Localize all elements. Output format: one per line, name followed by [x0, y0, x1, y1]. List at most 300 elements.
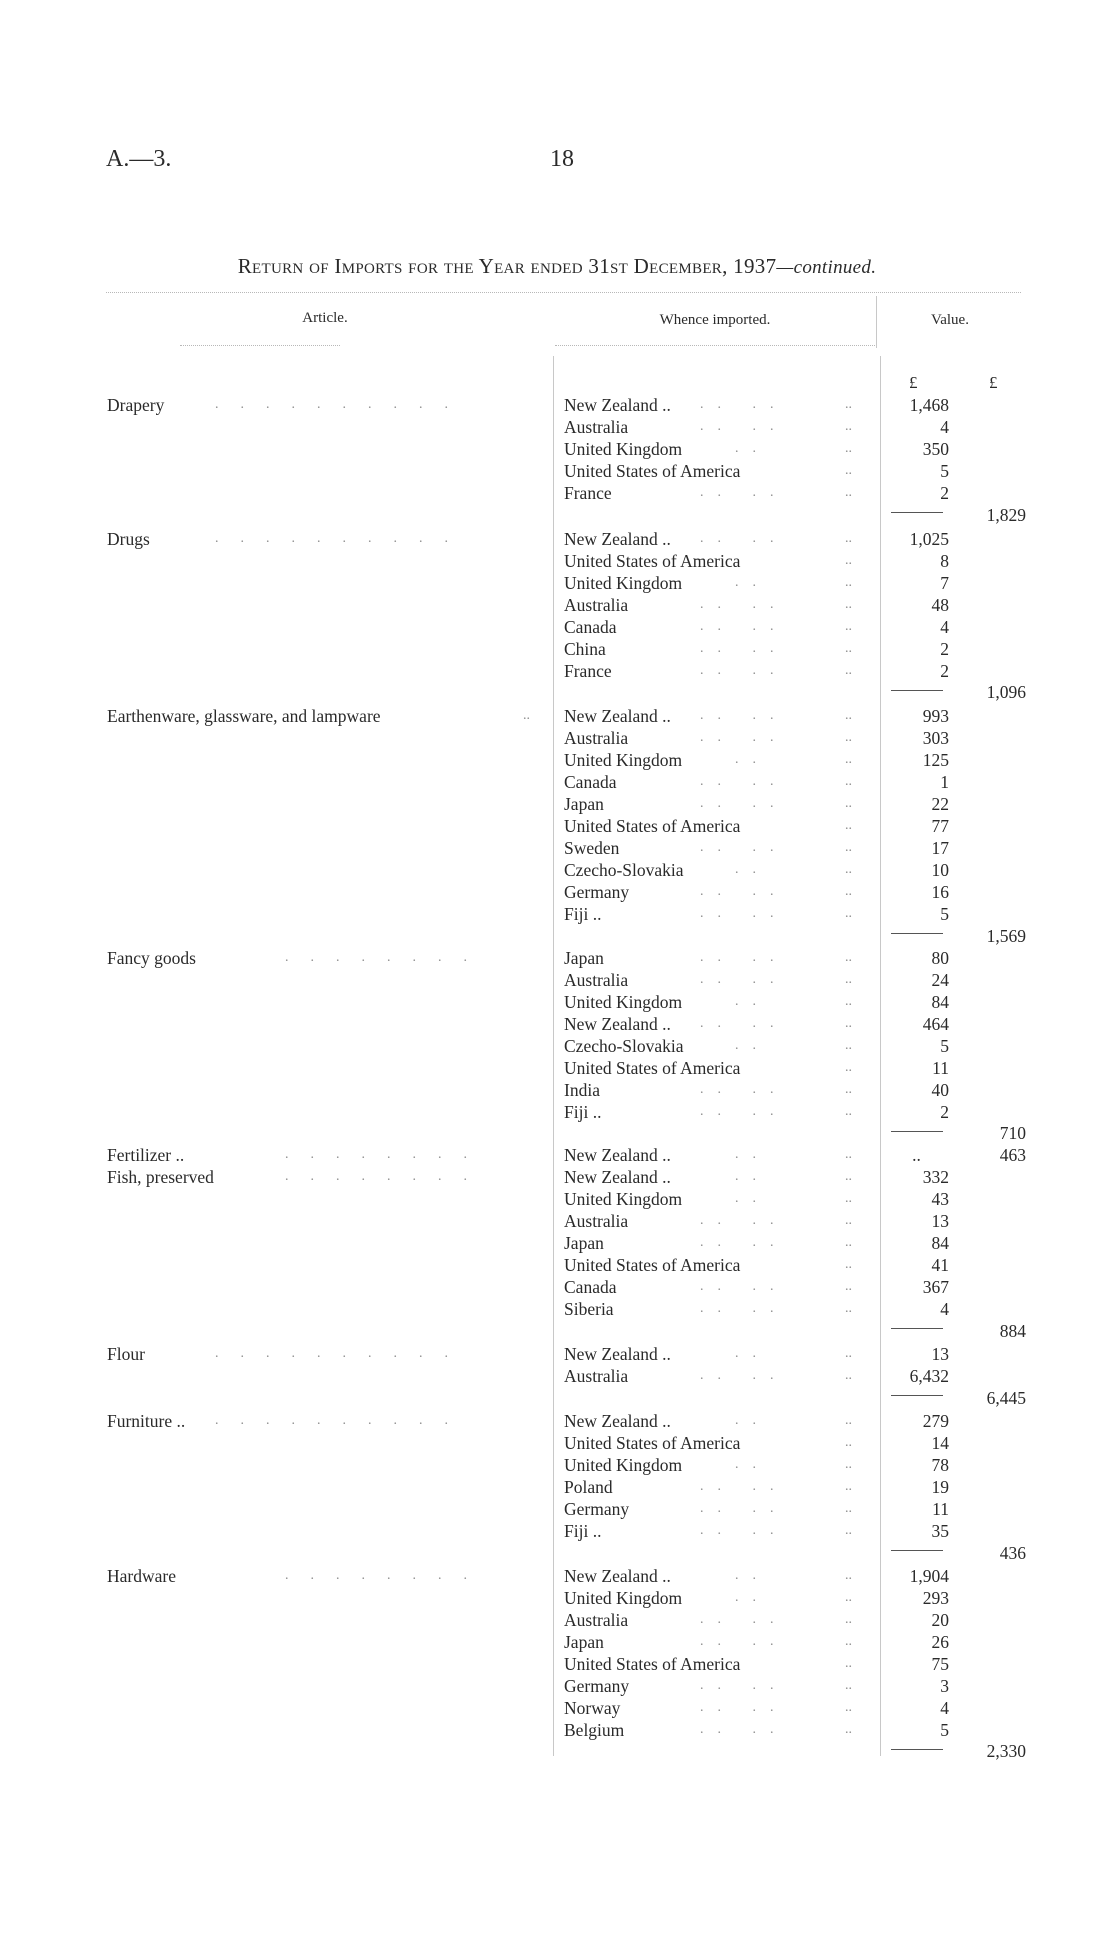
import-value: 1 — [940, 772, 949, 792]
country-name: Norway — [564, 1698, 621, 1718]
leader-dots: .. — [845, 1257, 852, 1272]
country-name: United Kingdom — [564, 573, 683, 593]
import-value: 35 — [931, 1521, 949, 1541]
leader-dots: ........ — [285, 1147, 489, 1162]
whence-column-header: Whence imported. — [659, 312, 771, 328]
leader-dots: .. .. — [700, 1479, 788, 1494]
article-total: 463 — [999, 1145, 1026, 1165]
table-row — [0, 1653, 1114, 1675]
leader-dots: .. .. — [700, 485, 788, 500]
leader-dots: .. .. — [700, 419, 788, 434]
header-top-rule — [106, 292, 1021, 293]
leader-dots: .. .. — [700, 972, 788, 987]
article-group-flour — [0, 1343, 1114, 1408]
leader-dots: .. .. — [700, 950, 788, 965]
leader-dots: .. — [845, 818, 852, 833]
leader-dots: .. — [845, 531, 852, 546]
import-value: 125 — [922, 750, 949, 770]
article-group-fertilizer — [0, 1144, 1114, 1166]
table-row — [0, 815, 1114, 837]
leader-dots: .. — [845, 884, 852, 899]
article-group-hardware — [0, 1565, 1114, 1761]
article-total: 1,569 — [986, 926, 1026, 946]
subtotal-rule — [891, 690, 943, 691]
import-value: 464 — [922, 1014, 949, 1034]
leader-dots: .......... — [215, 397, 470, 412]
country-name: Germany — [564, 882, 630, 902]
leader-dots: .. .. — [700, 730, 788, 745]
import-value: 2 — [940, 483, 949, 503]
article-name: Furniture .. — [107, 1411, 186, 1431]
country-name: United Kingdom — [564, 992, 683, 1012]
import-value: 10 — [931, 860, 949, 880]
import-value: 11 — [932, 1499, 949, 1519]
import-value: 5 — [940, 904, 949, 924]
leader-dots: .. — [845, 1501, 852, 1516]
leader-dots: .. — [845, 575, 852, 590]
leader-dots: .. — [845, 1634, 852, 1649]
leader-dots: .. — [845, 950, 852, 965]
import-value: 26 — [931, 1632, 949, 1652]
article-total: 710 — [999, 1123, 1026, 1143]
whence-header-rule — [555, 345, 875, 346]
article-total: 1,096 — [986, 682, 1026, 702]
table-row — [0, 1057, 1114, 1079]
country-name: Canada — [564, 617, 617, 637]
article-total: 884 — [999, 1321, 1026, 1341]
country-name: Canada — [564, 1277, 617, 1297]
leader-dots: .. — [845, 1301, 852, 1316]
import-value: 16 — [931, 882, 949, 902]
leader-dots: .. — [845, 1279, 852, 1294]
leader-dots: .. — [700, 575, 770, 590]
leader-dots: .. — [845, 1147, 852, 1162]
country-name: Australia — [564, 728, 629, 748]
currency-symbol-total: £ — [989, 373, 998, 392]
country-name: New Zealand .. — [564, 1167, 671, 1187]
article-name: Earthenware, glassware, and lampware — [107, 706, 381, 726]
table-row — [0, 660, 1114, 682]
subtotal-rule — [891, 1550, 943, 1551]
table-row — [0, 1166, 1114, 1188]
country-name: Czecho-Slovakia — [564, 860, 684, 880]
leader-dots: .. — [845, 1213, 852, 1228]
article-total: 436 — [999, 1543, 1026, 1563]
import-value: 6,432 — [909, 1366, 949, 1386]
import-value: 5 — [940, 461, 949, 481]
leader-dots: .. — [700, 1413, 770, 1428]
leader-dots: .. — [845, 1169, 852, 1184]
table-row — [0, 482, 1114, 504]
table-row — [0, 771, 1114, 793]
country-name: United States of America — [564, 1058, 741, 1078]
country-name: Australia — [564, 595, 629, 615]
import-value: 293 — [922, 1588, 949, 1608]
country-name: New Zealand .. — [564, 1145, 671, 1165]
import-value: 4 — [940, 617, 949, 637]
country-name: France — [564, 661, 612, 681]
country-name: Sweden — [564, 838, 620, 858]
value-column-header: Value. — [931, 312, 969, 328]
leader-dots: .. .. — [700, 1634, 788, 1649]
leader-dots: .. .. — [700, 397, 788, 412]
table-row — [0, 460, 1114, 482]
article-name: Hardware — [107, 1566, 176, 1586]
leader-dots: .. — [700, 994, 770, 1009]
table-row — [0, 594, 1114, 616]
leader-dots: .. — [700, 1147, 770, 1162]
import-value: 3 — [940, 1676, 949, 1696]
table-row — [0, 1079, 1114, 1101]
leader-dots: .. — [700, 1346, 770, 1361]
country-name: Czecho-Slovakia — [564, 1036, 684, 1056]
table-row — [0, 705, 1114, 727]
table-row — [0, 1675, 1114, 1697]
import-value: 20 — [931, 1610, 949, 1630]
leader-dots: .. .. — [700, 1368, 788, 1383]
country-name: New Zealand .. — [564, 1411, 671, 1431]
country-name: New Zealand .. — [564, 1014, 671, 1034]
leader-dots: .. .. — [700, 1612, 788, 1627]
import-value: 75 — [931, 1654, 949, 1674]
table-row — [0, 903, 1114, 925]
country-name: United States of America — [564, 1433, 741, 1453]
value-header-divider — [876, 296, 877, 348]
leader-dots: .. .. — [700, 1301, 788, 1316]
table-row — [0, 1432, 1114, 1454]
leader-dots: .. .. — [700, 619, 788, 634]
table-row — [0, 969, 1114, 991]
import-value: 993 — [922, 706, 949, 726]
import-value: 84 — [931, 992, 949, 1012]
leader-dots: .. — [845, 1104, 852, 1119]
table-row — [0, 1101, 1114, 1123]
import-value: 22 — [931, 794, 949, 814]
country-name: France — [564, 483, 612, 503]
table-row — [0, 550, 1114, 572]
table-row — [0, 1232, 1114, 1254]
leader-dots: .. — [700, 862, 770, 877]
country-name: United Kingdom — [564, 1455, 683, 1475]
leader-dots: .......... — [215, 531, 470, 546]
leader-dots: .. .. — [700, 1016, 788, 1031]
leader-dots: .. — [845, 1038, 852, 1053]
leader-dots: .. — [845, 1435, 852, 1450]
leader-dots: .. .. — [700, 531, 788, 546]
leader-dots: .. — [845, 397, 852, 412]
country-name: Fiji .. — [564, 1102, 602, 1122]
leader-dots: .. .. — [700, 906, 788, 921]
table-row — [0, 638, 1114, 660]
leader-dots: .. — [845, 663, 852, 678]
country-name: Australia — [564, 1610, 629, 1630]
leader-dots: .. — [845, 1235, 852, 1250]
leader-dots: .. .. — [700, 708, 788, 723]
import-value: 350 — [922, 439, 949, 459]
import-value: 78 — [931, 1455, 949, 1475]
leader-dots: .. .. — [700, 641, 788, 656]
import-value: 24 — [931, 970, 949, 990]
leader-dots: .. — [845, 485, 852, 500]
article-group-fish-preserved — [0, 1166, 1114, 1341]
table-row — [0, 1476, 1114, 1498]
leader-dots: .. — [845, 553, 852, 568]
import-value: 4 — [940, 1698, 949, 1718]
leader-dots: .. .. — [700, 1523, 788, 1538]
country-name: United States of America — [564, 461, 741, 481]
leader-dots: .. — [845, 1678, 852, 1693]
import-value: 48 — [931, 595, 949, 615]
leader-dots: .. — [700, 752, 770, 767]
page-number: 18 — [550, 146, 574, 172]
country-name: Poland — [564, 1477, 613, 1497]
leader-dots: .. — [845, 1523, 852, 1538]
table-row — [0, 1697, 1114, 1719]
leader-dots: .. — [845, 463, 852, 478]
table-row — [0, 616, 1114, 638]
import-value: 332 — [922, 1167, 949, 1187]
country-name: India — [564, 1080, 600, 1100]
country-name: Canada — [564, 772, 617, 792]
import-value: 1,904 — [909, 1566, 949, 1586]
leader-dots: .. — [845, 862, 852, 877]
table-row — [0, 859, 1114, 881]
country-name: Siberia — [564, 1299, 614, 1319]
import-value: 2 — [940, 639, 949, 659]
leader-dots: .. — [700, 1169, 770, 1184]
import-value: 5 — [940, 1720, 949, 1740]
table-row — [0, 991, 1114, 1013]
table-row — [0, 1343, 1114, 1365]
country-name: New Zealand .. — [564, 1566, 671, 1586]
country-name: United Kingdom — [564, 1588, 683, 1608]
table-row — [0, 1254, 1114, 1276]
country-name: Japan — [564, 1233, 604, 1253]
table-row — [0, 1631, 1114, 1653]
leader-dots: .. .. — [700, 884, 788, 899]
leader-dots: ........ — [285, 950, 489, 965]
leader-dots: .. — [845, 1060, 852, 1075]
country-name: Fiji .. — [564, 904, 602, 924]
leader-dots: .. .. — [700, 597, 788, 612]
leader-dots: .. — [845, 1082, 852, 1097]
table-row — [0, 1210, 1114, 1232]
country-name: United Kingdom — [564, 1189, 683, 1209]
import-value: 367 — [922, 1277, 949, 1297]
import-value: 7 — [940, 573, 949, 593]
import-value: 43 — [931, 1189, 949, 1209]
import-value: 41 — [931, 1255, 949, 1275]
leader-dots: .. — [845, 641, 852, 656]
leader-dots: .. — [845, 597, 852, 612]
article-name: Drapery — [107, 395, 165, 415]
country-name: China — [564, 639, 606, 659]
import-value: 40 — [931, 1080, 949, 1100]
leader-dots: .. .. — [700, 1082, 788, 1097]
article-name: Fertilizer .. — [107, 1145, 185, 1165]
leader-dots: .. — [700, 1590, 770, 1605]
article-name: Fish, preserved — [107, 1167, 214, 1187]
import-value: 77 — [931, 816, 949, 836]
leader-dots: .. — [700, 1457, 770, 1472]
country-name: New Zealand .. — [564, 706, 671, 726]
country-name: Australia — [564, 1366, 629, 1386]
table-row — [0, 749, 1114, 771]
leader-dots: .. — [700, 1568, 770, 1583]
article-group-furniture — [0, 1410, 1114, 1563]
import-value: 8 — [940, 551, 949, 571]
leader-dots: .......... — [215, 1413, 470, 1428]
subtotal-rule — [891, 1749, 943, 1750]
country-name: United Kingdom — [564, 750, 683, 770]
leader-dots: ........ — [285, 1169, 489, 1184]
import-value: 14 — [931, 1433, 949, 1453]
leader-dots: .. .. — [700, 663, 788, 678]
article-group-drugs — [0, 528, 1114, 702]
country-name: New Zealand .. — [564, 395, 671, 415]
subtotal-rule — [891, 933, 943, 934]
subtotal-rule — [891, 1328, 943, 1329]
article-group-earthenware — [0, 705, 1114, 946]
leader-dots: .. — [845, 1016, 852, 1031]
leader-dots: .. — [845, 1590, 852, 1605]
leader-dots: .. — [845, 906, 852, 921]
leader-dots: .. — [845, 840, 852, 855]
country-name: Belgium — [564, 1720, 625, 1740]
leader-dots: .. — [845, 708, 852, 723]
import-value: 84 — [931, 1233, 949, 1253]
import-value: .. — [912, 1145, 921, 1165]
import-value: 13 — [931, 1211, 949, 1231]
leader-dots: .. — [700, 441, 770, 456]
article-header-rule — [180, 345, 340, 346]
leader-dots: .. .. — [700, 1501, 788, 1516]
country-name: Australia — [564, 970, 629, 990]
article-total: 2,330 — [986, 1741, 1026, 1761]
table-row — [0, 1365, 1114, 1387]
leader-dots: .. — [523, 708, 530, 723]
article-group-drapery — [0, 394, 1114, 525]
leader-dots: ........ — [285, 1568, 489, 1583]
leader-dots: .. — [845, 1479, 852, 1494]
table-row — [0, 1565, 1114, 1587]
leader-dots: .......... — [215, 1346, 470, 1361]
table-row — [0, 1498, 1114, 1520]
table-row — [0, 1035, 1114, 1057]
import-value: 2 — [940, 661, 949, 681]
article-name: Drugs — [107, 529, 150, 549]
country-name: United States of America — [564, 1654, 741, 1674]
leader-dots: .. — [845, 994, 852, 1009]
table-row — [0, 1609, 1114, 1631]
article-total: 6,445 — [986, 1388, 1026, 1408]
table-row — [0, 1719, 1114, 1741]
table-row — [0, 1520, 1114, 1542]
leader-dots: .. — [700, 1191, 770, 1206]
import-value: 1,468 — [909, 395, 949, 415]
import-value: 4 — [940, 417, 949, 437]
leader-dots: .. — [845, 972, 852, 987]
table-row — [0, 837, 1114, 859]
leader-dots: .. — [845, 1612, 852, 1627]
table-row — [0, 394, 1114, 416]
import-value: 17 — [931, 838, 949, 858]
leader-dots: .. — [845, 1568, 852, 1583]
country-name: Germany — [564, 1499, 630, 1519]
leader-dots: .. .. — [700, 1678, 788, 1693]
article-group-fancy-goods — [0, 947, 1114, 1143]
leader-dots: .. — [845, 441, 852, 456]
article-column-header: Article. — [302, 310, 348, 326]
leader-dots: .. — [845, 619, 852, 634]
table-row — [0, 727, 1114, 749]
country-name: Fiji .. — [564, 1521, 602, 1541]
country-name: United States of America — [564, 1255, 741, 1275]
country-name: United Kingdom — [564, 439, 683, 459]
leader-dots: .. .. — [700, 1213, 788, 1228]
import-value: 1,025 — [909, 529, 949, 549]
country-name: Germany — [564, 1676, 630, 1696]
country-name: New Zealand .. — [564, 1344, 671, 1364]
leader-dots: .. — [845, 1700, 852, 1715]
leader-dots: .. — [845, 1368, 852, 1383]
leader-dots: .. — [845, 1722, 852, 1737]
subtotal-rule — [891, 512, 943, 513]
country-name: Japan — [564, 948, 604, 968]
table-row — [0, 1587, 1114, 1609]
leader-dots: .. — [845, 1191, 852, 1206]
currency-symbol-itemised: £ — [909, 373, 918, 392]
leader-dots: .. .. — [700, 1104, 788, 1119]
table-row — [0, 1410, 1114, 1432]
import-value: 11 — [932, 1058, 949, 1078]
table-title-continued: —continued. — [776, 257, 877, 278]
table-row — [0, 1276, 1114, 1298]
table-title — [0, 254, 1114, 279]
leader-dots: .. .. — [700, 840, 788, 855]
table-row — [0, 1188, 1114, 1210]
leader-dots: .. — [845, 1457, 852, 1472]
leader-dots: .. — [845, 752, 852, 767]
page-reference: A.—3. — [106, 146, 172, 172]
table-row — [0, 572, 1114, 594]
country-name: New Zealand .. — [564, 529, 671, 549]
leader-dots: .. .. — [700, 1279, 788, 1294]
country-name: Japan — [564, 1632, 604, 1652]
import-value: 13 — [931, 1344, 949, 1364]
article-name: Fancy goods — [107, 948, 196, 968]
leader-dots: .. .. — [700, 796, 788, 811]
import-value: 19 — [931, 1477, 949, 1497]
table-row — [0, 881, 1114, 903]
article-total: 1,829 — [986, 505, 1026, 525]
import-value: 279 — [922, 1411, 949, 1431]
table-title-main: Return of Imports for the Year ended 31st December, 1937 — [237, 254, 777, 278]
country-name: Australia — [564, 1211, 629, 1231]
import-value: 303 — [922, 728, 949, 748]
leader-dots: .. .. — [700, 1700, 788, 1715]
article-name: Flour — [107, 1344, 145, 1364]
import-value: 5 — [940, 1036, 949, 1056]
table-row — [0, 528, 1114, 550]
table-row — [0, 1298, 1114, 1320]
leader-dots: .. — [845, 774, 852, 789]
table-row — [0, 1144, 1114, 1166]
table-row — [0, 793, 1114, 815]
table-row — [0, 1454, 1114, 1476]
import-value: 4 — [940, 1299, 949, 1319]
subtotal-rule — [891, 1395, 943, 1396]
